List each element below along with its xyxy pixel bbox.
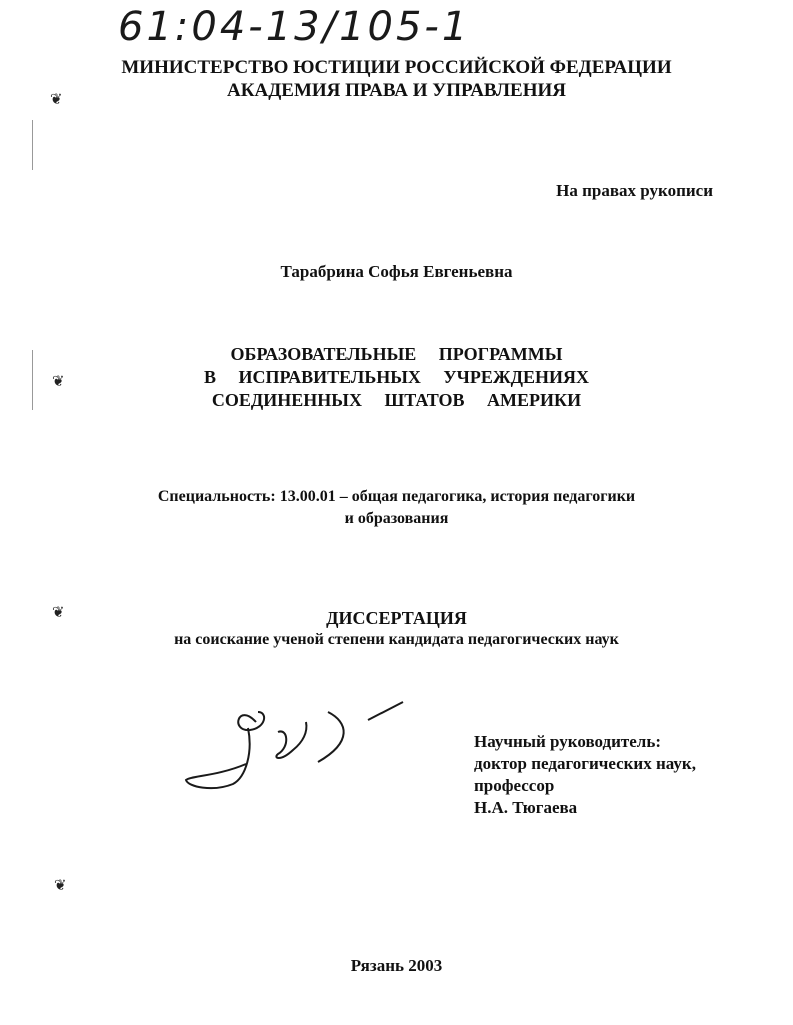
supervisor-block [474,731,754,819]
title-line: ОБРАЗОВАТЕЛЬНЫЕ ПРОГРАММЫ [230,344,563,364]
supervisor-title: профессор [474,776,555,795]
margin-line [32,120,33,170]
specialty-line: и образования [344,510,449,527]
title-line: СОЕДИНЕННЫХ ШТАТОВ АМЕРИКИ [211,390,582,410]
signature-icon [178,692,418,802]
supervisor-degree: доктор педагогических наук, [474,754,696,773]
academy-line: АКАДЕМИЯ ПРАВА И УПРАВЛЕНИЯ [227,80,566,101]
ministry-line: МИНИСТЕРСТВО ЮСТИЦИИ РОССИЙСКОЙ ФЕДЕРАЦИИ [121,57,672,78]
supervisor-name: Н.А. Тюгаева [474,798,578,817]
manuscript-note: На правах рукописи [556,181,713,200]
ministry-header [0,56,793,102]
title-line: В ИСПРАВИТЕЛЬНЫХ УЧРЕЖДЕНИЯХ [203,367,590,387]
supervisor-label: Научный руководитель: [474,732,661,751]
specialty [0,486,793,530]
dissertation-heading: ДИССЕРТАЦИЯ [326,608,467,628]
archive-number: 61:04-13/105-1 [118,4,471,50]
binding-hole-icon: ❦ [52,603,65,621]
binding-hole-icon: ❦ [50,90,63,108]
city-year: Рязань 2003 [350,956,443,975]
author-name: Тарабрина Софья Евгеньевна [280,262,513,281]
specialty-line: Специальность: 13.00.01 – общая педагогика, история педагогики [157,488,636,505]
degree-subtitle: на соискание ученой степени кандидата педагогических наук [174,631,619,648]
binding-hole-icon: ❦ [54,876,67,894]
dissertation-title [0,343,793,412]
binding-hole-icon: ❦ [52,372,65,390]
